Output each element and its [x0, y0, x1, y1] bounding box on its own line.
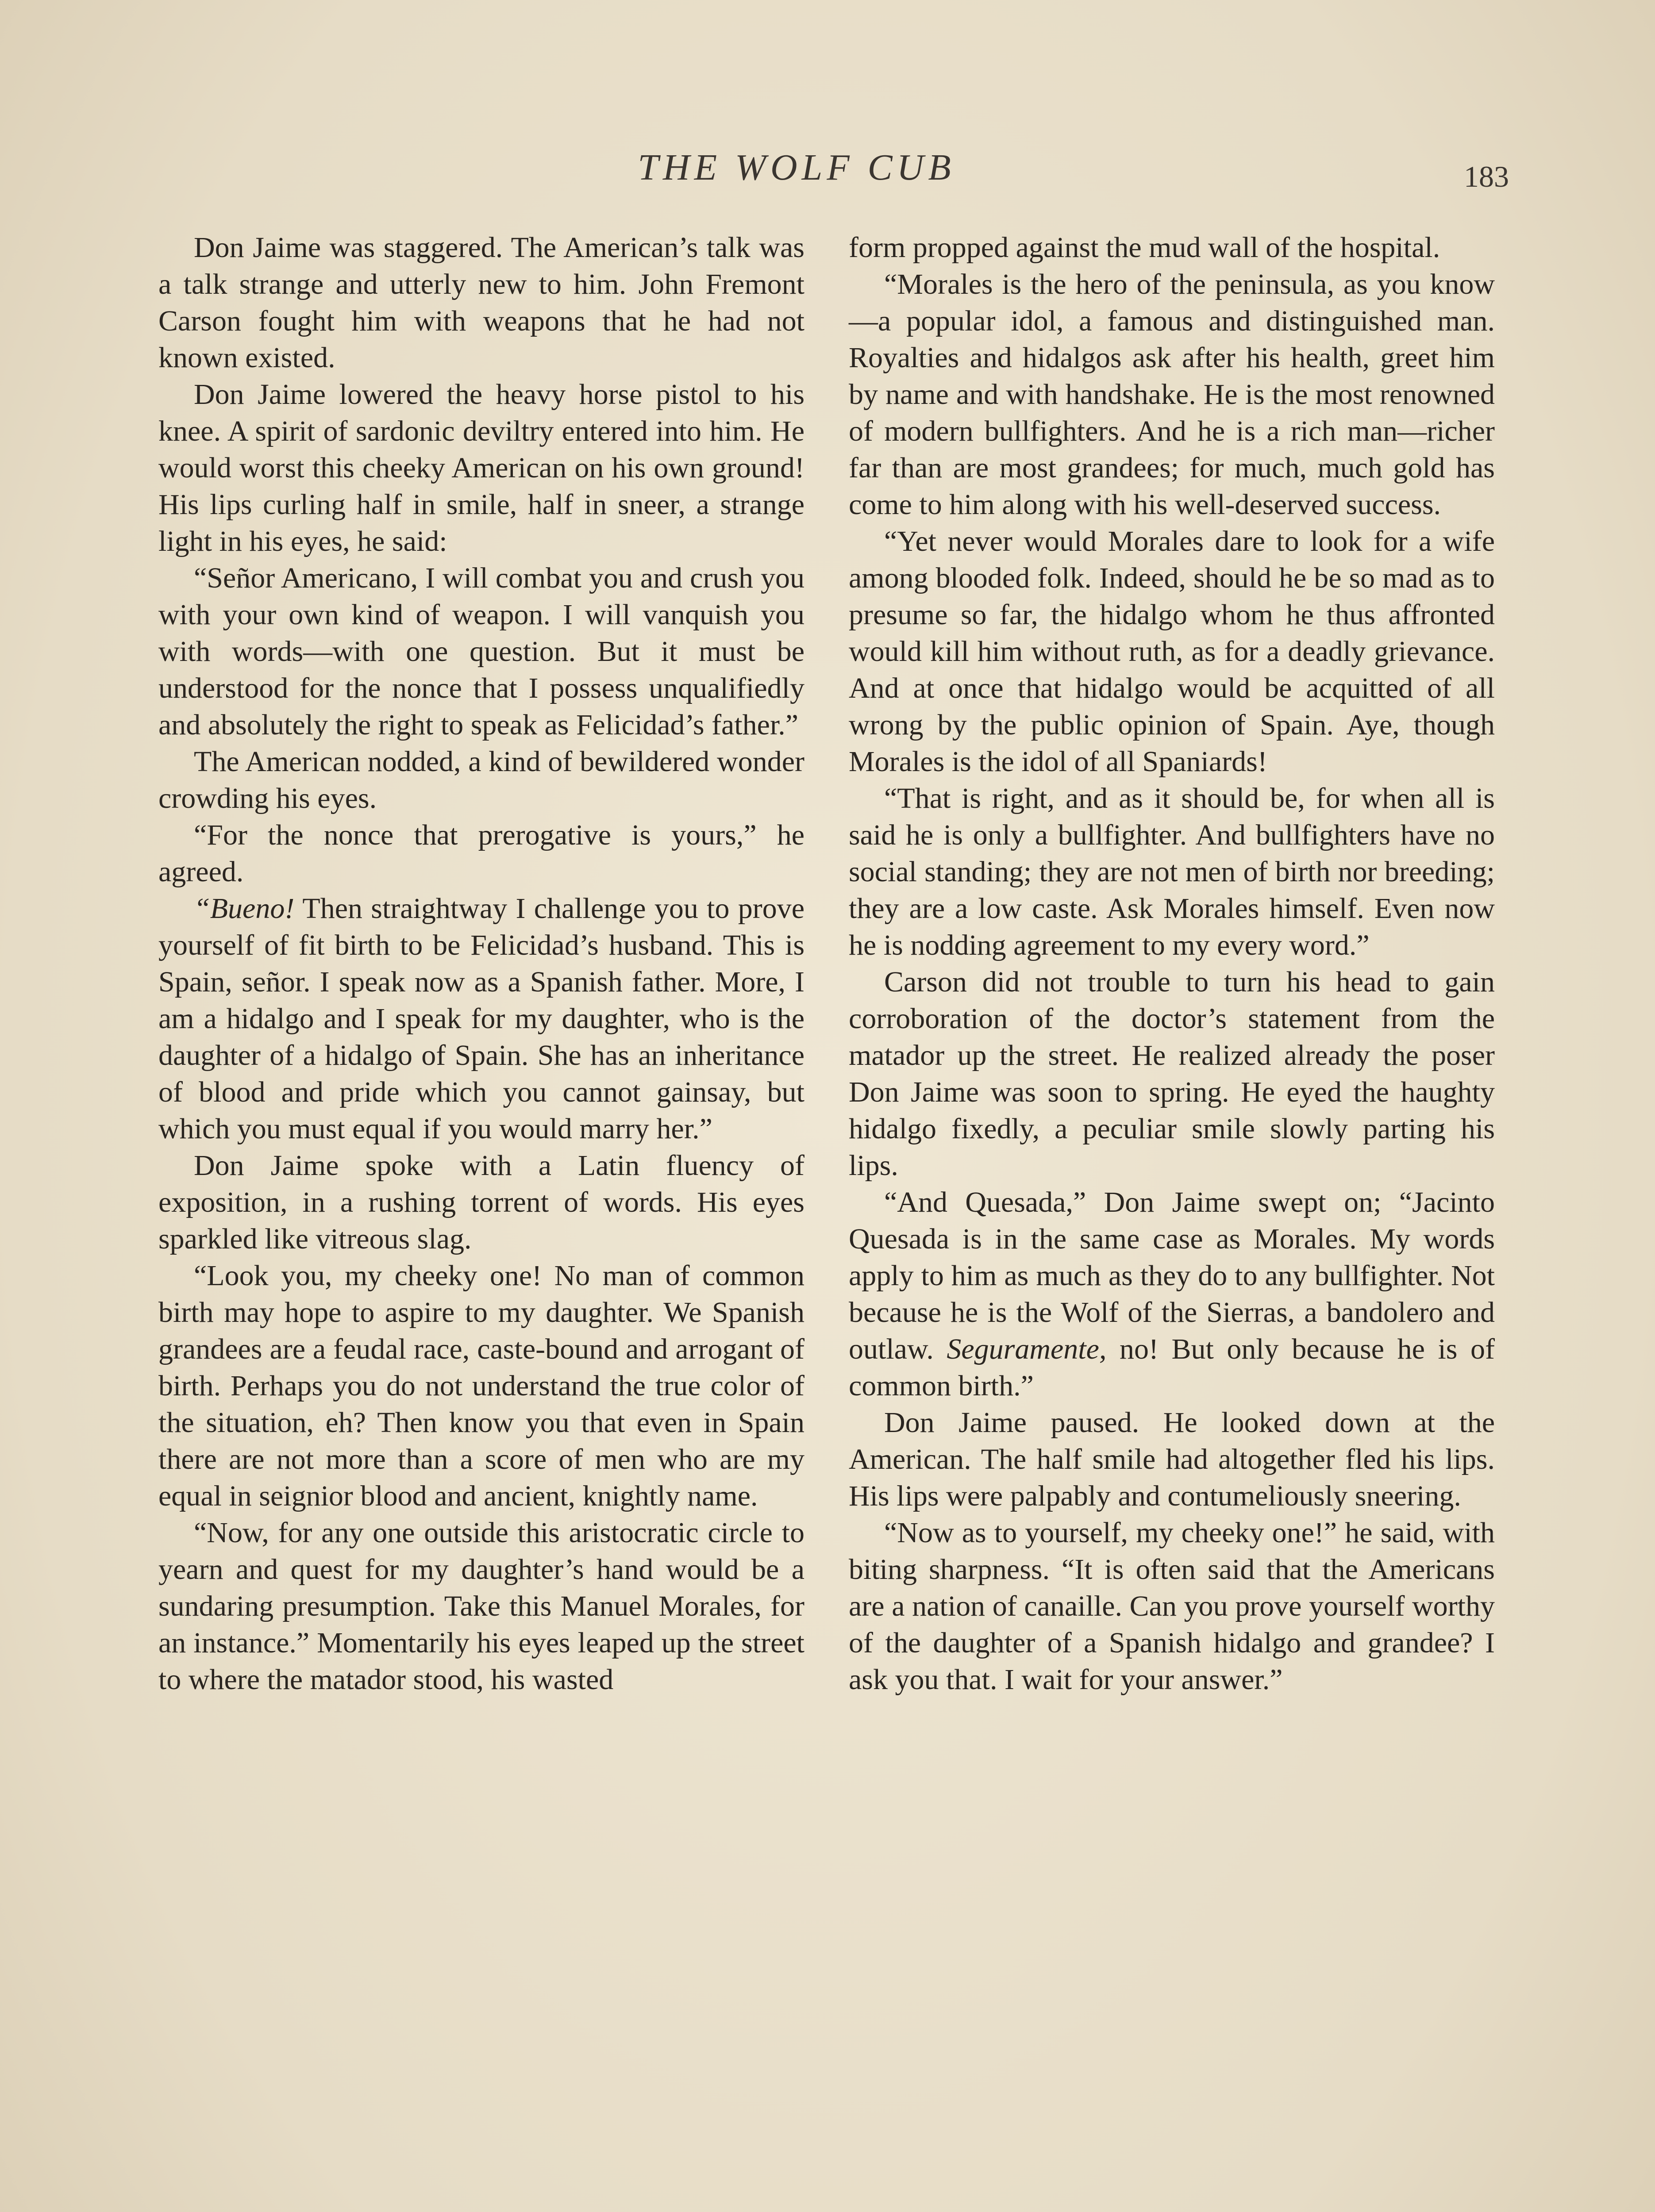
paragraph: Don Jaime was staggered. The American’s talk was a talk strange and utterly new to him. John Fremont Carson fought him with weapons that he had not known existed. [158, 231, 804, 374]
paragraph: “Now, for any one outside this aristocratic circle to yearn and quest for my daughter’s hand would be a sundaring presumption. Take this Manuel Morales, for an instance.” Momentarily his eyes leaped up the street to where the matador stood, his wasted [158, 1517, 804, 1696]
paragraph-text: “And Quesada,” Don Jaime swept on; “Jacinto Quesada is in the same case as Morales. My words apply to him as much as they do to any bullfighter. Not because he is the Wolf of the Sierras, a bandolero and outlaw. [849, 1186, 1495, 1365]
italic-phrase: “Bueno! [194, 892, 295, 925]
paragraph: “Yet never would Morales dare to look for a wife among blooded folk. Indeed, should he be so mad as to presume so far, the hidalgo whom he thus affronted would kill him without ruth, as for a deadly grievance. And at once that hidalgo would be acquitted of all wrong by the public opinion of Spain. Aye, though Morales is the idol of all Spaniards! [849, 525, 1495, 778]
paragraph: “That is right, and as it should be, for when all is said he is only a bullfighter. And bullfighters have no social standing; they are not men of birth nor breeding; they are a low caste. Ask Morales himself. Even now he is nodding agreement to my every word.” [849, 782, 1495, 961]
paragraph [849, 1184, 1495, 1404]
italic-phrase: Seguramente, [947, 1333, 1107, 1365]
paragraph-text: no! But only because he is of common birth.” [849, 1333, 1495, 1402]
left-text-column [158, 229, 804, 1698]
page-number: 183 [1464, 160, 1509, 193]
right-text-column [849, 229, 1495, 1698]
paragraph: Don Jaime paused. He looked down at the American. The half smile had altogether fled his lips. His lips were palpably and contumeliously sneering. [849, 1406, 1495, 1512]
running-head-title: THE WOLF CUB [638, 147, 955, 188]
paragraph: Don Jaime spoke with a Latin fluency of exposition, in a rushing torrent of words. His eyes sparkled like vitreous slag. [158, 1149, 804, 1255]
paragraph [158, 890, 804, 1147]
paragraph: “Look you, my cheeky one! No man of common birth may hope to aspire to my daughter. We Spanish grandees are a feudal race, caste-bound and arrogant of birth. Perhaps you do not understand the true color of the situation, eh? Then know you that even in Spain there are not more than a score of men who are my equal in seignior blood and ancient, knightly name. [158, 1260, 804, 1512]
paragraph: “Señor Americano, I will combat you and crush you with your own kind of weapon. I will vanquish you with words—with one question. But it must be understood for the nonce that I possess unqualifiedly and absolutely the right to speak as Felicidad’s father.” [158, 562, 804, 741]
paragraph-text: Then straightway I challenge you to prove yourself of fit birth to be Felicidad’s husband. This is Spain, señor. I speak now as a Spanish father. More, I am a hidalgo and I speak for my daughter, who is the daughter of a hidalgo of Spain. She has an inheritance of blood and pride which you cannot gainsay, but which you must equal if you would marry her.” [158, 892, 804, 1145]
paragraph: “Now as to yourself, my cheeky one!” he said, with biting sharpness. “It is often said that the Americans are a nation of canaille. Can you prove yourself worthy of the daughter of a Spanish hidalgo and grandee? I ask you that. I wait for your answer.” [849, 1517, 1495, 1696]
paragraph: The American nodded, a kind of bewildered wonder crowding his eyes. [158, 745, 804, 814]
paragraph: Carson did not trouble to turn his head to gain corroboration of the doctor’s statement from the matador up the street. He realized already the poser Don Jaime was soon to spring. He eyed the haughty hidalgo fixedly, a peculiar smile slowly parting his lips. [849, 966, 1495, 1182]
paragraph: “Morales is the hero of the peninsula, as you know—a popular idol, a famous and distinguished man. Royalties and hidalgos ask after his health, greet him by name and with handshake. He is the most renowned of modern bullfighters. And he is a rich man—richer far than are most grandees; for much, much gold has come to him along with his well-deserved success. [849, 268, 1495, 521]
paragraph-continued: form propped against the mud wall of the hospital. [849, 231, 1440, 264]
paragraph: Don Jaime lowered the heavy horse pistol to his knee. A spirit of sardonic deviltry entered into him. He would worst this cheeky American on his own ground! His lips curling half in smile, half in sneer, a strange light in his eyes, he said: [158, 378, 804, 557]
paragraph: “For the nonce that prerogative is yours,” he agreed. [158, 819, 804, 888]
